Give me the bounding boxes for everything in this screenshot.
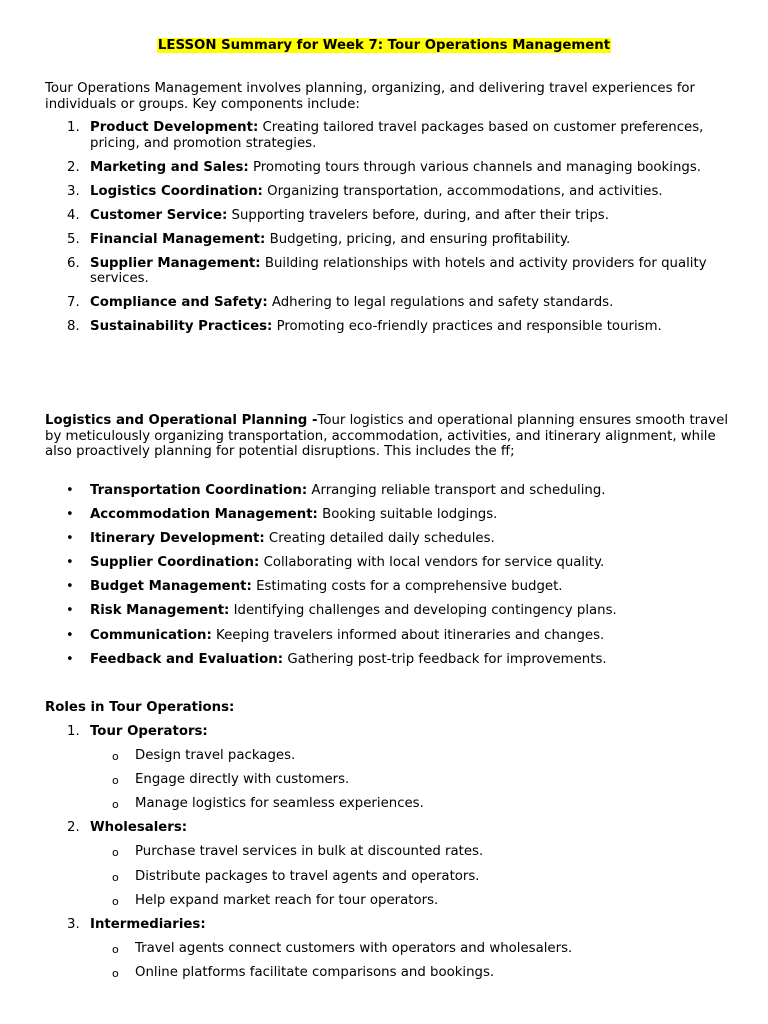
item-desc: Building relationships with hotels and activity providers for quality services. [90, 255, 707, 286]
list-item [45, 208, 735, 224]
item-desc: Supporting travelers before, during, and after their trips. [227, 207, 609, 223]
bullet-marker: • [66, 603, 74, 619]
list-number: 3. [67, 183, 80, 199]
role-item [45, 820, 735, 908]
item-desc: Organizing transportation, accommodations, and activities. [262, 183, 663, 199]
list-item [45, 120, 735, 151]
role-sublist [90, 844, 735, 908]
bullet-marker: • [66, 651, 74, 667]
sub-list-item [90, 893, 735, 909]
list-number: 6. [67, 255, 80, 271]
item-term: Accommodation Management: [90, 507, 318, 523]
sub-list-item [90, 772, 735, 788]
item-term: Communication: [90, 627, 212, 643]
list-number: 2. [67, 820, 80, 836]
intro-paragraph: Tour Operations Management involves planning, organizing, and delivering travel experiences for individuals or groups. Key components include: [45, 81, 696, 112]
role-item [45, 917, 735, 981]
item-desc: Arranging reliable transport and scheduling. [307, 483, 606, 498]
role-sublist [90, 941, 735, 981]
bullet-marker: • [66, 579, 74, 595]
logistics-list [45, 483, 735, 667]
item-term: Supplier Coordination: [90, 555, 260, 571]
list-item [45, 160, 735, 176]
list-item [45, 319, 735, 335]
logistics-paragraph [45, 413, 735, 460]
item-desc: Booking suitable lodgings. [317, 507, 498, 523]
circle-bullet-icon: o [112, 942, 119, 956]
sub-list-item [90, 748, 735, 764]
list-item [45, 555, 735, 571]
item-desc: Identifying challenges and developing contingency plans. [229, 603, 617, 619]
item-term: Budget Management: [90, 579, 252, 595]
role-term: Wholesalers: [90, 820, 188, 836]
bullet-marker: • [66, 531, 74, 547]
sub-item-text: Online platforms facilitate comparisons and bookings. [135, 964, 495, 980]
sub-item-text: Manage logistics for seamless experiences. [135, 796, 424, 812]
item-desc: Collaborating with local vendors for service quality. [259, 555, 605, 571]
bullet-marker: • [66, 555, 74, 571]
sub-item-text: Travel agents connect customers with operators and wholesalers. [135, 940, 573, 956]
circle-bullet-icon: o [112, 798, 119, 812]
list-item [45, 483, 735, 499]
document-title [0, 38, 768, 54]
circle-bullet-icon: o [112, 846, 119, 860]
list-number: 7. [67, 295, 80, 310]
item-term: Product Development: [90, 120, 259, 135]
list-number: 3. [67, 916, 80, 932]
item-term: Feedback and Evaluation: [90, 651, 284, 667]
list-item [45, 295, 735, 311]
sub-item-text: Engage directly with customers. [135, 772, 350, 788]
bullet-marker: • [66, 507, 74, 523]
list-item [45, 652, 735, 668]
sub-item-text: Help expand market reach for tour operators. [135, 892, 439, 908]
item-term: Transportation Coordination: [90, 483, 308, 498]
role-sublist [90, 748, 735, 812]
item-term: Marketing and Sales: [90, 159, 249, 175]
list-item [45, 507, 735, 523]
roles-list [45, 724, 735, 980]
list-number: 4. [67, 207, 80, 223]
item-term: Financial Management: [90, 231, 266, 247]
list-item [45, 531, 735, 547]
logistics-heading: Logistics and Operational Planning - [45, 413, 318, 428]
item-desc: Creating detailed daily schedules. [264, 531, 495, 547]
list-number: 1. [67, 120, 80, 135]
sub-item-text: Purchase travel services in bulk at discounted rates. [135, 844, 484, 860]
item-desc: Keeping travelers informed about itineraries and changes. [211, 627, 605, 643]
item-desc: Adhering to legal regulations and safety standards. [267, 295, 614, 310]
list-number: 2. [67, 159, 80, 175]
circle-bullet-icon: o [112, 774, 119, 788]
item-desc: Promoting eco-friendly practices and responsible tourism. [272, 319, 662, 334]
roles-heading [45, 700, 735, 716]
item-desc: Gathering post-trip feedback for improvements. [283, 651, 607, 667]
circle-bullet-icon: o [112, 966, 119, 980]
circle-bullet-icon: o [112, 870, 119, 884]
components-list [45, 120, 735, 335]
item-desc: Estimating costs for a comprehensive budget. [251, 579, 563, 595]
list-item [45, 579, 735, 595]
role-term: Tour Operators: [90, 724, 208, 739]
sub-item-text: Distribute packages to travel agents and operators. [135, 868, 480, 884]
list-item [45, 603, 735, 619]
item-desc: Promoting tours through various channels and managing bookings. [248, 159, 701, 175]
circle-bullet-icon: o [112, 750, 119, 764]
list-number: 5. [67, 231, 80, 247]
bullet-marker: • [66, 627, 74, 643]
item-term: Customer Service: [90, 207, 228, 223]
list-item [45, 256, 735, 287]
sub-item-text: Design travel packages. [135, 748, 296, 764]
item-term: Logistics Coordination: [90, 183, 263, 199]
list-item [45, 232, 735, 248]
list-item [45, 184, 735, 200]
item-term: Risk Management: [90, 603, 230, 619]
sub-list-item [90, 796, 735, 812]
list-number: 1. [67, 724, 80, 739]
list-number: 8. [67, 319, 80, 334]
item-term: Supplier Management: [90, 255, 261, 271]
list-item [45, 628, 735, 644]
sub-list-item [90, 965, 735, 981]
circle-bullet-icon: o [112, 894, 119, 908]
logistics-text: Tour logistics and operational planning ensures smooth travel by meticulously organizing transportation, accommodation, activities, and itinerary alignment, while also proactively planning for potential disruptions. This includes the ff; [45, 413, 729, 459]
item-desc: Creating tailored travel packages based on customer preferences, pricing, and promotion strategies. [90, 120, 704, 151]
sub-list-item [90, 941, 735, 957]
item-term: Compliance and Safety: [90, 295, 268, 310]
role-term: Intermediaries: [90, 916, 206, 932]
title-highlight: LESSON Summary for Week 7: Tour Operations Management [157, 38, 611, 53]
item-desc: Budgeting, pricing, and ensuring profitability. [265, 231, 571, 247]
sub-list-item [90, 844, 735, 860]
sub-list-item [90, 869, 735, 885]
bullet-marker: • [66, 483, 74, 498]
item-term: Sustainability Practices: [90, 319, 273, 334]
roles-heading-text: Roles in Tour Operations: [45, 700, 235, 715]
item-term: Itinerary Development: [90, 531, 265, 547]
role-item [45, 724, 735, 812]
